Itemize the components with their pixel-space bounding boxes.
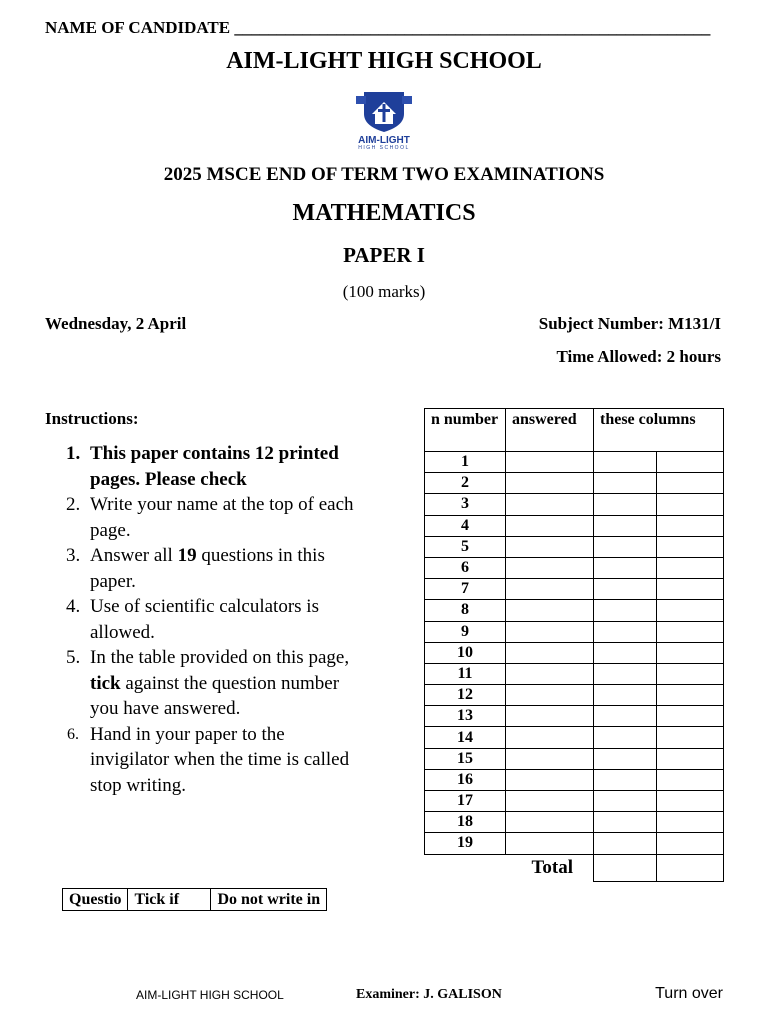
question-number-cell: 5 (425, 536, 506, 557)
total-cell-a[interactable] (594, 854, 657, 881)
question-number-cell: 4 (425, 515, 506, 536)
question-number-cell: 9 (425, 621, 506, 642)
tick-cell[interactable] (506, 833, 594, 854)
question-number-cell: 14 (425, 727, 506, 748)
table-row (425, 600, 724, 621)
marks-cell-b[interactable] (657, 452, 724, 473)
question-number-cell: 12 (425, 685, 506, 706)
instruction-emphasis: tick (90, 672, 121, 694)
marks-cell-a[interactable] (594, 515, 657, 536)
marks-cell-a[interactable] (594, 791, 657, 812)
table-row (425, 473, 724, 494)
instruction-text: Hand in your paper to the invigilator when the time is called stop writing. (90, 723, 350, 796)
table-row (425, 706, 724, 727)
tick-cell[interactable] (506, 663, 594, 684)
subject-number-value: : M131/I (658, 314, 721, 333)
table-row (425, 579, 724, 600)
answer-table-header-row (425, 409, 724, 452)
question-number-cell: 1 (425, 452, 506, 473)
marks-cell-b[interactable] (657, 706, 724, 727)
instruction-item (60, 492, 360, 543)
header-these-columns: these columns (594, 409, 724, 452)
tick-cell[interactable] (506, 473, 594, 494)
instruction-item (60, 645, 360, 722)
candidate-name-line: NAME OF CANDIDATE ________________________________________________________ (45, 18, 711, 37)
marks-cell-b[interactable] (657, 769, 724, 790)
cell-do-not-write: Do not write in (211, 889, 327, 911)
instruction-number: 4. (66, 596, 81, 617)
tick-cell[interactable] (506, 812, 594, 833)
logo-text-bottom: HIGH SCHOOL (358, 145, 410, 150)
tick-cell[interactable] (506, 515, 594, 536)
marks-cell-b[interactable] (657, 494, 724, 515)
marks-cell-b[interactable] (657, 642, 724, 663)
marks-cell-a[interactable] (594, 621, 657, 642)
marks-cell-b[interactable] (657, 515, 724, 536)
table-row (425, 494, 724, 515)
instruction-number: 6. (67, 725, 79, 743)
instructions-list (60, 441, 360, 798)
question-number-cell: 2 (425, 473, 506, 494)
question-number-cell: 6 (425, 557, 506, 578)
marks-cell-b[interactable] (657, 473, 724, 494)
question-number-cell: 16 (425, 769, 506, 790)
answer-table-body (425, 452, 724, 882)
tick-cell[interactable] (506, 685, 594, 706)
school-name: AIM-LIGHT HIGH SCHOOL (226, 48, 542, 74)
instruction-number: 5. (66, 647, 81, 668)
marks-cell-a[interactable] (594, 685, 657, 706)
footer-examiner: Examiner: J. GALISON (356, 987, 502, 1002)
table-row (425, 663, 724, 684)
tick-cell[interactable] (506, 600, 594, 621)
question-number-cell: 15 (425, 748, 506, 769)
instructions-heading: Instructions: (45, 409, 139, 428)
table-row (425, 621, 724, 642)
table-row (425, 642, 724, 663)
marks-cell-a[interactable] (594, 833, 657, 854)
instruction-number: 1. (66, 443, 81, 464)
turn-over-label: Turn over (655, 985, 723, 1002)
instruction-number: 3. (66, 545, 81, 566)
total-marks: (100 marks) (342, 282, 426, 301)
marks-cell-a[interactable] (594, 642, 657, 663)
tick-cell[interactable] (506, 642, 594, 663)
marks-cell-a[interactable] (594, 600, 657, 621)
marks-cell-a[interactable] (594, 579, 657, 600)
instruction-item (60, 543, 360, 594)
marks-cell-a[interactable] (594, 473, 657, 494)
marks-cell-a[interactable] (594, 706, 657, 727)
footer-school-name: AIM-LIGHT HIGH SCHOOL (136, 988, 284, 1002)
instruction-item (60, 594, 360, 645)
marks-cell-a[interactable] (594, 494, 657, 515)
tick-cell[interactable] (506, 727, 594, 748)
subject-number-label: Subject Number (538, 314, 659, 333)
marks-cell-b[interactable] (657, 663, 724, 684)
header-answered: answered (506, 409, 594, 452)
question-tick-header-table (62, 888, 327, 911)
marks-cell-b[interactable] (657, 685, 724, 706)
total-row (425, 854, 724, 881)
marks-cell-b[interactable] (657, 579, 724, 600)
instruction-number: 2. (66, 494, 81, 515)
table-row (63, 889, 327, 911)
tick-cell[interactable] (506, 579, 594, 600)
tick-cell[interactable] (506, 769, 594, 790)
marks-cell-b[interactable] (657, 833, 724, 854)
total-cell-b[interactable] (657, 854, 724, 881)
marks-cell-b[interactable] (657, 557, 724, 578)
instruction-text: In the table provided on this page, (90, 647, 350, 668)
school-crest-icon (338, 88, 430, 150)
total-label: Total (531, 856, 573, 878)
exam-title: 2025 MSCE END OF TERM TWO EXAMINATIONS (163, 164, 605, 185)
instruction-text: Answer all (90, 545, 178, 566)
marks-cell-b[interactable] (657, 536, 724, 557)
question-number-cell: 7 (425, 579, 506, 600)
subject-number (539, 314, 721, 334)
table-row (425, 536, 724, 557)
exam-date: Wednesday, 2 April (45, 314, 187, 333)
cell-tick-if: Tick if (128, 889, 211, 911)
marks-cell-b[interactable] (657, 621, 724, 642)
table-row (425, 685, 724, 706)
marks-cell-b[interactable] (657, 791, 724, 812)
tick-cell[interactable] (506, 621, 594, 642)
table-row (425, 452, 724, 473)
question-number-cell: 13 (425, 706, 506, 727)
question-number-cell: 10 (425, 642, 506, 663)
tick-cell[interactable] (506, 706, 594, 727)
table-row (425, 557, 724, 578)
tick-cell[interactable] (506, 748, 594, 769)
question-number-cell: 18 (425, 812, 506, 833)
table-row (425, 833, 724, 854)
answer-tick-table (424, 408, 724, 882)
table-row (425, 515, 724, 536)
table-row (425, 812, 724, 833)
question-number-cell: 3 (425, 494, 506, 515)
time-allowed: Time Allowed: 2 hours (556, 347, 721, 366)
table-row (425, 727, 724, 748)
instruction-emphasis: 19 (177, 545, 197, 566)
table-row (425, 748, 724, 769)
instruction-text: Write your name at the top of each page. (90, 494, 354, 541)
tick-cell[interactable] (506, 557, 594, 578)
marks-cell-b[interactable] (657, 727, 724, 748)
marks-cell-b[interactable] (657, 812, 724, 833)
marks-cell-a[interactable] (594, 452, 657, 473)
marks-cell-a[interactable] (594, 748, 657, 769)
instruction-text-end: against the question number you have answered. (90, 672, 340, 719)
question-number-cell: 17 (425, 791, 506, 812)
marks-cell-a[interactable] (594, 727, 657, 748)
tick-cell[interactable] (506, 536, 594, 557)
instruction-text: Use of scientific calculators is allowed. (90, 596, 319, 643)
tick-cell[interactable] (506, 791, 594, 812)
instruction-text: This paper contains 12 printed pages. Please check (90, 443, 339, 490)
tick-cell[interactable] (506, 452, 594, 473)
logo-text-top: AIM-LIGHT (358, 135, 410, 146)
marks-cell-b[interactable] (657, 600, 724, 621)
table-row (425, 769, 724, 790)
subject-title: MATHEMATICS (292, 200, 476, 226)
marks-cell-a[interactable] (594, 769, 657, 790)
question-number-cell: 11 (425, 663, 506, 684)
question-number-cell: 8 (425, 600, 506, 621)
marks-cell-a[interactable] (594, 536, 657, 557)
marks-cell-b[interactable] (657, 748, 724, 769)
question-number-cell: 19 (425, 833, 506, 854)
paper-title: PAPER I (343, 243, 425, 267)
cell-question: Questio (63, 889, 128, 911)
marks-cell-a[interactable] (594, 663, 657, 684)
instruction-item (60, 441, 360, 492)
marks-cell-a[interactable] (594, 557, 657, 578)
instruction-item (60, 722, 360, 799)
instruction-text-end: questions in this paper. (90, 545, 325, 592)
table-row (425, 791, 724, 812)
header-question-number: n number (425, 409, 506, 452)
marks-cell-a[interactable] (594, 812, 657, 833)
tick-cell[interactable] (506, 494, 594, 515)
